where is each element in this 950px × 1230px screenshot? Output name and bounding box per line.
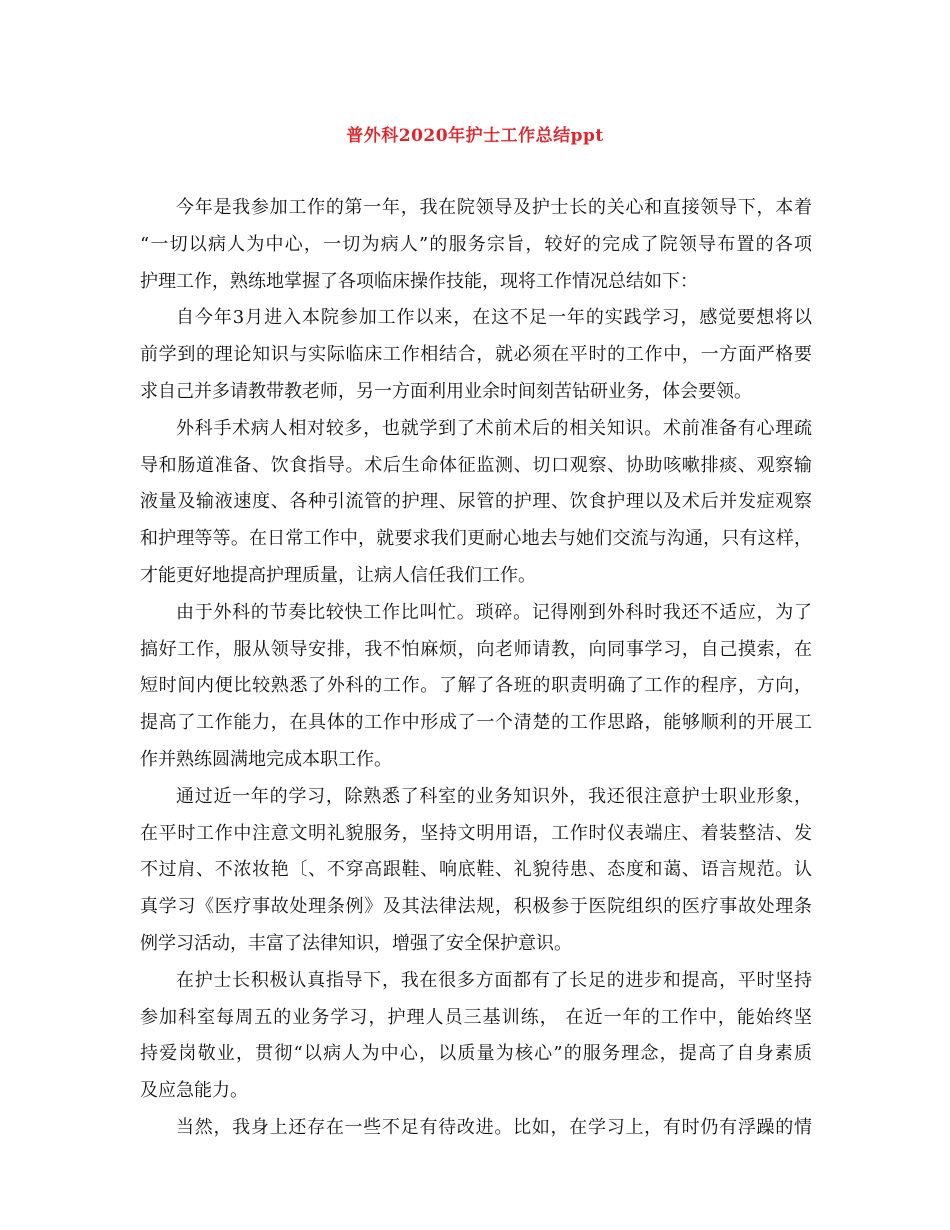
- paragraph-1: [140, 190, 812, 300]
- paragraph-line: 在护士长积极认真指导下，我在很多方面都有了长足的进步和提高，平时坚持: [176, 969, 812, 991]
- paragraph-line: 例学习活动，丰富了法律知识，增强了安全保护意识。: [140, 932, 572, 954]
- paragraph-line: 参加科室每周五的业务学习，护理人员三基训练， 在近一年的工作中，能始终坚: [140, 1006, 812, 1028]
- paragraph-line: 和护理等等。在日常工作中，就要求我们更耐心地去与她们交流与沟通，只有这样，: [140, 528, 812, 550]
- paragraph-line: “一切以病人为中心，一切为病人”的服务宗旨，较好的完成了院领导布置的各项: [140, 233, 812, 255]
- paragraph-line: 液量及输液速度、各种引流管的护理、尿管的护理、饮食护理以及术后并发症观察: [140, 491, 812, 513]
- paragraph-line: 前学到的理论知识与实际临床工作相结合，就必须在平时的工作中，一方面严格要: [140, 344, 812, 366]
- paragraph-line: 作并熟练圆满地完成本职工作。: [140, 748, 392, 770]
- paragraph-line: 不过肩、不浓妆艳〔、不穿高跟鞋、响底鞋、礼貌待患、态度和蔼、语言规范。认: [140, 859, 812, 881]
- paragraph-2: [140, 300, 812, 410]
- paragraph-line: 由于外科的节奏比较快工作比叫忙。琐碎。记得刚到外科时我还不适应，为了: [176, 601, 812, 623]
- paragraph-line: 护理工作，熟练地掌握了各项临床操作技能，现将工作情况总结如下：: [140, 270, 698, 292]
- paragraph-4: [140, 595, 812, 779]
- document-title: 普外科2020年护士工作总结ppt: [346, 126, 604, 146]
- paragraph-line: 真学习《医疗事故处理条例》及其法律法规，积极参于医院组织的医疗事故处理条: [140, 896, 812, 918]
- paragraph-line: 通过近一年的学习，除熟悉了科室的业务知识外，我还很注意护士职业形象，: [176, 785, 812, 807]
- paragraph-line: 才能更好地提高护理质量，让病人信任我们工作。: [140, 564, 536, 586]
- paragraph-line: 在平时工作中注意文明礼貌服务，坚持文明用语，工作时仪表端庄、着装整洁、发: [140, 822, 812, 844]
- paragraph-line: 持爱岗敬业，贯彻“以病人为中心，以质量为核心”的服务理念，提高了自身素质: [140, 1043, 812, 1065]
- paragraph-line: 提高了工作能力，在具体的工作中形成了一个清楚的工作思路，能够顺利的开展工: [140, 712, 812, 734]
- paragraph-line: 导和肠道准备、饮食指导。术后生命体征监测、切口观察、协助咳嗽排痰、观察输: [140, 454, 812, 476]
- paragraph-line: 及应急能力。: [140, 1080, 248, 1102]
- paragraph-line: 求自己并多请教带教老师，另一方面利用业余时间刻苦钻研业务，体会要领。: [140, 380, 752, 402]
- document-body: [140, 190, 812, 1147]
- paragraph-line: 今年是我参加工作的第一年，我在院领导及护士长的关心和直接领导下，本着: [176, 197, 812, 218]
- paragraph-line: 自今年3月进入本院参加工作以来，在这不足一年的实践学习，感觉要想将以: [176, 307, 812, 329]
- paragraph-line: 短时间内便比较熟悉了外科的工作。了解了各班的职责明确了工作的程序，方向，: [140, 675, 812, 697]
- paragraph-line: 外科手术病人相对较多，也就学到了术前术后的相关知识。术前准备有心理疏: [176, 417, 812, 439]
- paragraph-6: [140, 963, 812, 1110]
- paragraph-line: 搞好工作，服从领导安排，我不怕麻烦，向老师请教，向同事学习，自己摸索，在: [140, 638, 812, 660]
- paragraph-7: [140, 1110, 812, 1147]
- paragraph-5: [140, 779, 812, 963]
- paragraph-3: [140, 411, 812, 595]
- paragraph-line: 当然，我身上还存在一些不足有待改进。比如，在学习上，有时仍有浮躁的情: [176, 1116, 812, 1138]
